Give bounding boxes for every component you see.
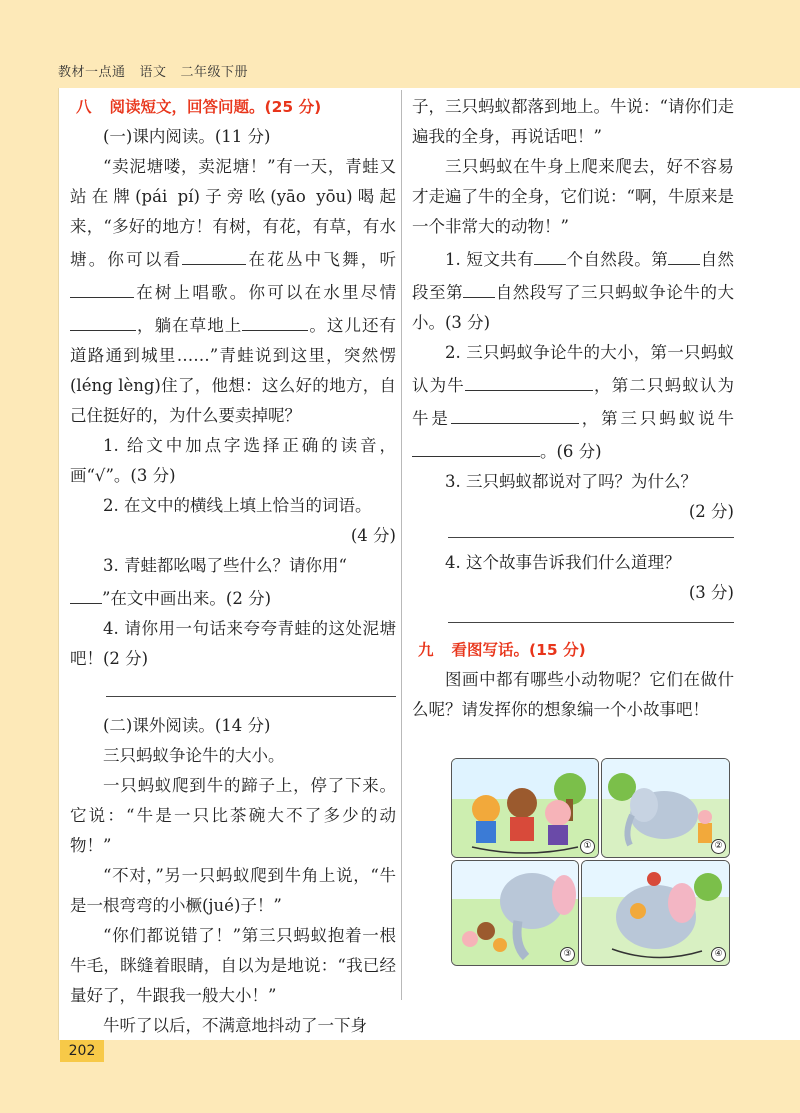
fill-blank[interactable] — [451, 401, 579, 424]
running-header — [58, 61, 262, 80]
panel-1-illustration — [452, 759, 598, 857]
section-9-title: 九 看图写话。(15 分) — [418, 641, 586, 659]
part1-title: (一)课内阅读。(11 分) — [103, 127, 271, 146]
question-2-score: (4 分) — [350, 526, 396, 545]
story-paragraph: 三只蚂蚁在牛身上爬来爬去，好不容易才走遍了牛的全身，它们说：“啊，牛原来是一个非常大的动物！” — [412, 157, 734, 236]
reading-question-4: 4. 这个故事告诉我们什么道理？ — [445, 553, 681, 572]
left-column — [70, 92, 396, 1041]
fill-blank[interactable] — [70, 581, 102, 604]
reading-question-1: 1. 短文共有 个自然段。第 自然段至第 自然段写了三只蚂蚁争论牛的大小。(3 分) — [412, 242, 734, 338]
answer-line[interactable] — [448, 537, 734, 538]
panel-number: ④ — [711, 947, 726, 962]
story-paragraph: 子，三只蚂蚁都落到地上。牛说：“请你们走遍我的全身，再说话吧！” — [412, 97, 734, 146]
fill-blank[interactable] — [463, 275, 495, 298]
writing-prompt: 图画中都有哪些小动物呢？它们在做什么呢？请发挥你的想象编一个小故事吧！ — [412, 670, 734, 719]
question-3: 3. 青蛙都吆喝了些什么？请你用“ — [103, 556, 347, 575]
header-subject: 语文 — [139, 65, 167, 80]
picture-panel-1 — [451, 758, 599, 858]
picture-panel-3 — [451, 860, 579, 966]
picture-panel-2 — [601, 758, 730, 858]
panel-2-illustration — [602, 759, 729, 857]
section-8-title: 八 阅读短文，回答问题。(25 分) — [76, 98, 322, 116]
reading-question-2: 2. 三只蚂蚁争论牛的大小，第一只蚂蚁认为牛 ，第二只蚂蚁认为牛是 ，第三只蚂蚁说牛。(6 分) — [412, 343, 735, 461]
panel-number: ③ — [560, 947, 575, 962]
header-series: 教材一点通 — [58, 65, 126, 80]
right-column — [412, 92, 734, 725]
story-title: 三只蚂蚁争论牛的大小。 — [103, 746, 285, 765]
story-paragraph: “不对，”另一只蚂蚁爬到牛角上说，“牛是一根弯弯的小橛(jué)子！” — [70, 866, 396, 915]
fill-blank[interactable] — [70, 308, 136, 331]
fill-blank[interactable] — [412, 434, 540, 457]
header-grade: 二年级下册 — [180, 65, 249, 80]
reading-question-3-score: (2 分) — [688, 502, 734, 521]
fill-blank[interactable] — [465, 368, 593, 391]
page-number: 202 — [60, 1040, 104, 1062]
fill-blank[interactable] — [668, 242, 700, 265]
part2-title: (二)课外阅读。(14 分) — [103, 716, 271, 735]
answer-line[interactable] — [448, 622, 734, 623]
reading-question-3: 3. 三只蚂蚁都说对了吗？为什么？ — [445, 472, 697, 491]
story-paragraph: 牛听了以后，不满意地抖动了一下身 — [103, 1016, 367, 1035]
fill-blank[interactable] — [182, 242, 246, 265]
fill-blank[interactable] — [70, 275, 134, 298]
panel-3-illustration — [452, 861, 578, 965]
question-3-cont: ”在文中画出来。(2 分) — [70, 581, 396, 614]
story-paragraph: “你们都说错了！”第三只蚂蚁抱着一根牛毛，眯缝着眼睛，自以为是地说：“我已经量好了，牛跟我一般大小！” — [70, 926, 396, 1005]
story-paragraph: 一只蚂蚁爬到牛的蹄子上，停了下来。它说：“牛是一只比茶碗大不了多少的动物！” — [70, 776, 396, 855]
question-2: 2. 在文中的横线上填上恰当的词语。 — [103, 496, 372, 515]
picture-panel-4 — [581, 860, 730, 966]
answer-line[interactable] — [106, 696, 396, 697]
column-divider — [401, 90, 402, 1000]
fill-blank[interactable] — [242, 308, 308, 331]
picture-panels — [451, 758, 730, 966]
panel-4-illustration — [582, 861, 729, 965]
panel-number: ① — [580, 839, 595, 854]
fill-blank[interactable] — [534, 242, 566, 265]
question-4: 4. 请你用一句话来夸夸青蛙的这处泥塘吧！(2 分) — [70, 619, 396, 668]
passage1: “卖泥塘喽，卖泥塘！”有一天，青蛙又站在牌(pái pí)子旁吆(yāo yōu)喝起来，“多好的地方！有树，有花，有草，有水塘。你可以看 在花丛中飞舞，听在树上唱歌。你可以在水里尽情，躺在草地上 。这儿还有道路通到城里……”青蛙说到这里，突然愣(léng lèng)住了，他想：这么好的地方，自己住挺好的，为什么要卖掉呢？ — [70, 157, 397, 425]
reading-question-4-score: (3 分) — [688, 583, 734, 602]
question-1: 1. 给文中加点字选择正确的读音，画“√”。(3 分) — [70, 436, 396, 485]
panel-number: ② — [711, 839, 726, 854]
